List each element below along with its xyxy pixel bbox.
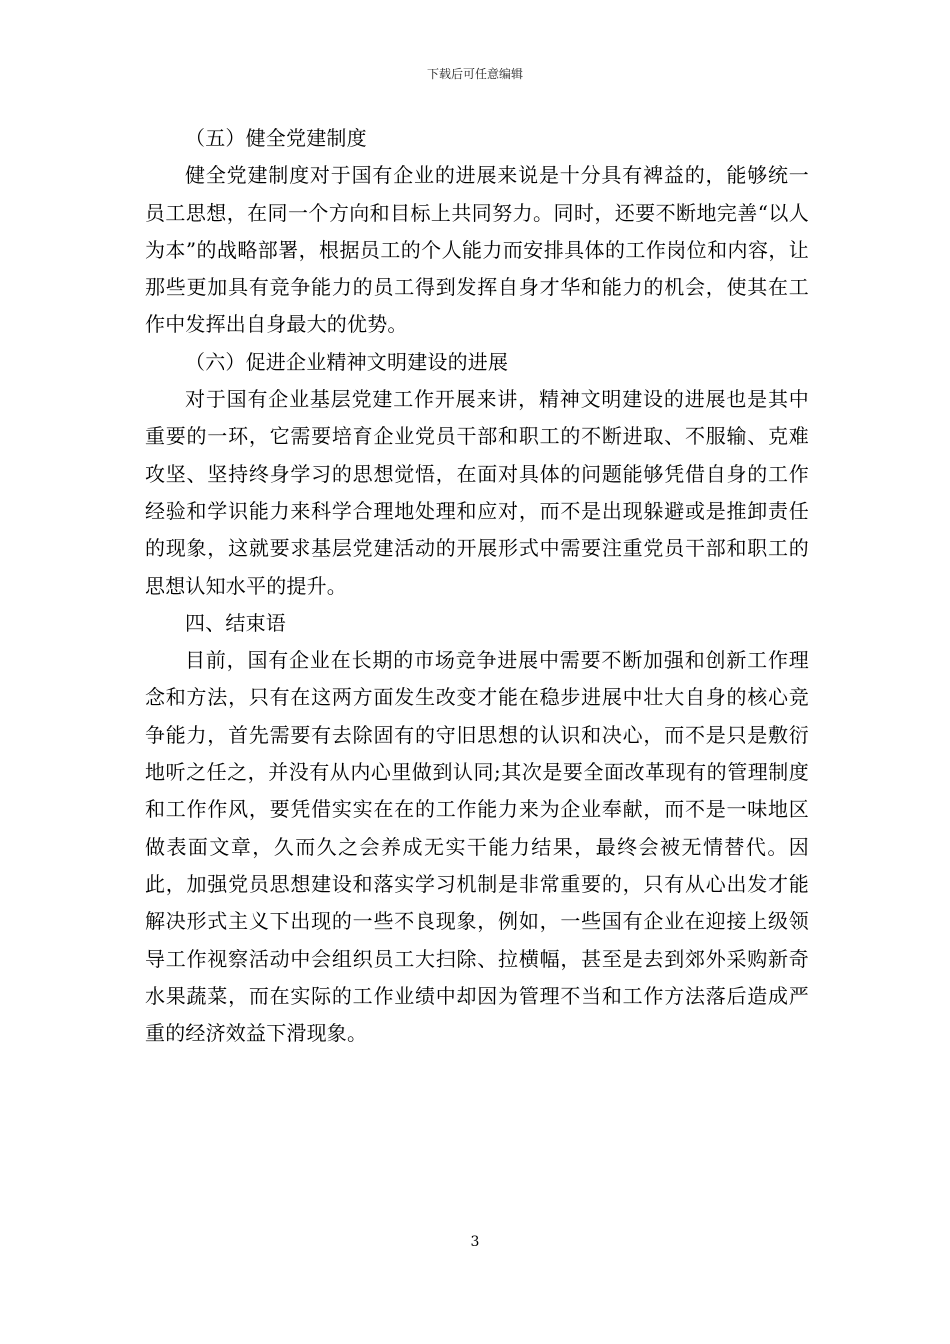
section-heading-6: （六）促进企业精神文明建设的进展 — [185, 349, 509, 374]
conclusion-heading: 四、结束语 — [185, 610, 286, 635]
document-body — [145, 120, 809, 1052]
section-paragraph-6: 对于国有企业基层党建工作开展来讲，精神文明建设的进展也是其中重要的一环，它需要培育企业党员干部和职工的不断进取、不服输、克难攻坚、坚持终身学习的思想觉悟，在面对具体的问题能够凭借自身的工作经验和学识能力来科学合理地处理和应对，而不是出现躲避或是推卸责任的现象，这就要求基层党建活动的开展形式中需要注重党员干部和职工的思想认知水平的提升。 — [145, 387, 809, 598]
page-header-note: 下载后可任意编辑 — [426, 67, 523, 81]
section-paragraph-5: 健全党建制度对于国有企业的进展来说是十分具有裨益的，能够统一员工思想，在同一个方向和目标上共同努力。同时，还要不断地完善“以人为本”的战略部署，根据员工的个人能力而安排具体的工作岗位和内容，让那些更加具有竞争能力的员工得到发挥自身才华和能力的机会，使其在工作中发挥出自身最大的优势。 — [145, 163, 809, 337]
conclusion-paragraph: 目前，国有企业在长期的市场竞争进展中需要不断加强和创新工作理念和方法，只有在这两方面发生改变才能在稳步进展中壮大自身的核心竞争能力，首先需要有去除固有的守旧思想的认识和决心，而不是只是敷衍地听之任之，并没有从内心里做到认同;其次是要全面改革现有的管理制度和工作作风，要凭借实实在在的工作能力来为企业奉献，而不是一味地区做表面文章，久而久之会养成无实干能力结果，最终会被无情替代。因此，加强党员思想建设和落实学习机制是非常重要的，只有从心出发才能解决形式主义下出现的一些不良现象，例如，一些国有企业在迎接上级领导工作视察活动中会组织员工大扫除、拉横幅，甚至是去到郊外采购新奇水果蔬菜，而在实际的工作业绩中却因为管理不当和工作方法落后造成严重的经济效益下滑现象。 — [145, 648, 809, 1046]
page-number: 3 — [470, 1234, 480, 1250]
section-heading-5: （五）健全党建制度 — [185, 126, 367, 150]
